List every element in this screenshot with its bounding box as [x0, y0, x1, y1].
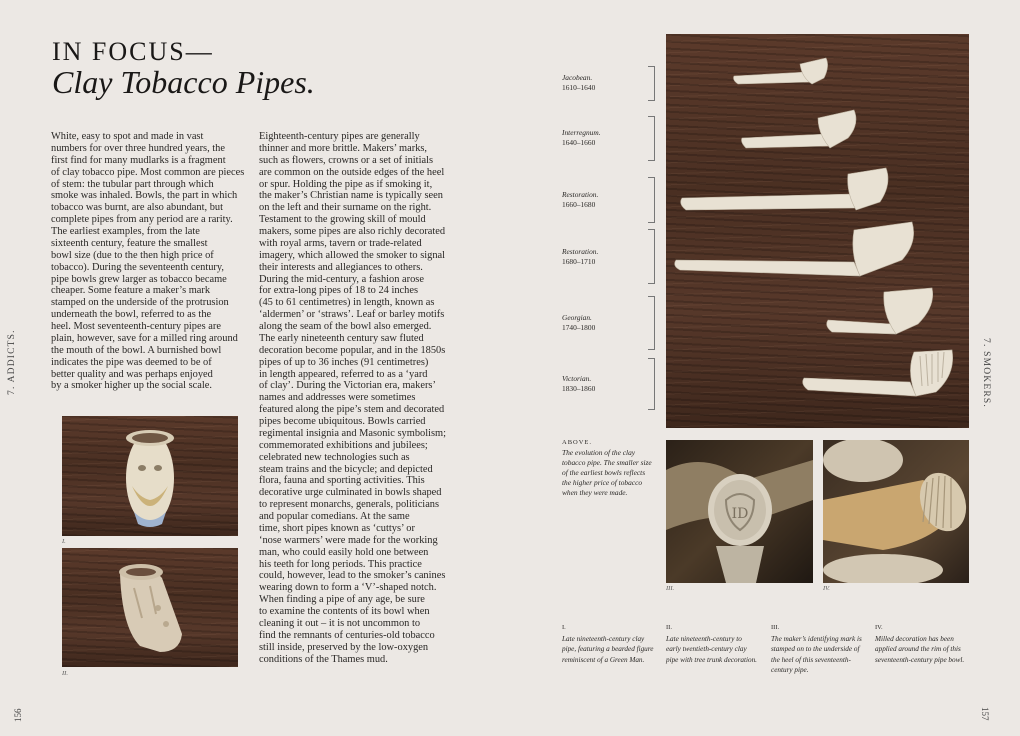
era-label-interregnum	[562, 128, 601, 148]
caption-number: I.	[562, 624, 566, 631]
body-text-line: makers, some pipes are also richly decorated	[259, 226, 446, 237]
body-text-line: plain, however, save for a milled ring around	[51, 332, 238, 344]
body-text-line: During the mid-century, a fashion arose	[259, 273, 424, 285]
body-text-line: The earliest examples, from the late	[51, 226, 200, 237]
era-bracket	[648, 296, 655, 350]
body-text-line: conditions of the Thames mud.	[259, 653, 388, 665]
era-years: 1640–1660	[562, 138, 596, 147]
body-text-line: imagery, which allowed the smoker to signal	[259, 249, 446, 261]
body-text-line: thinner and more brittle. Makers’ marks,	[259, 142, 428, 154]
body-text-line: still inside, preserved by the low-oxygen	[259, 641, 429, 653]
body-text-line: pipes of up to 36 inches (91 centimetres)	[259, 356, 429, 368]
body-text-line: or spur. Holding the pipe as if smoking it,	[259, 178, 433, 190]
caption-above-heading: ABOVE.	[562, 439, 593, 446]
body-text-line: ‘aldermen’ or ‘straws’. Leaf or barley motifs	[259, 309, 445, 321]
body-text-line: sixteenth century, feature the smallest	[51, 237, 208, 249]
body-text-line: are common on the outside edges of the heel	[259, 166, 445, 178]
chapter-side-label-right: 7. SMOKERS.	[981, 338, 991, 408]
body-text-line: When finding a pipe of any age, be sure	[259, 594, 425, 606]
milled-rim-illustration	[823, 440, 969, 583]
caption-number: II.	[666, 624, 672, 631]
era-bracket	[648, 229, 655, 284]
body-text-line: man, who could easily hold one between	[259, 546, 429, 558]
body-text-line: such as flowers, crowns or a set of initials	[259, 154, 434, 166]
section-kicker: IN FOCUS—	[52, 37, 214, 66]
era-label-restoration-2	[562, 247, 598, 267]
photo-green-man-pipe	[62, 416, 238, 536]
caption-iv	[875, 623, 967, 665]
body-text-line: better quality and was perhaps enjoyed	[51, 368, 213, 380]
era-label-jacobean	[562, 73, 595, 93]
body-text-line: Testament to the growing skill of mould	[259, 214, 426, 226]
photo-tree-trunk-pipe	[62, 548, 238, 667]
body-text-line: ‘nose warmers’ were made for the working	[259, 534, 438, 546]
body-text-line: cheaper. Some feature a maker’s mark	[51, 285, 211, 297]
photo-label-iii: III.	[666, 585, 675, 592]
photo-label-iv: IV.	[823, 585, 830, 592]
body-text-line: names and addresses were sometimes	[259, 392, 416, 404]
body-text-line: complete pipes from any period are a rarity.	[51, 214, 233, 226]
body-text-line: flora, fauna and sporting activities. This	[259, 475, 425, 487]
caption-above	[562, 438, 652, 497]
caption-number: III.	[771, 624, 780, 631]
era-bracket	[648, 177, 655, 223]
era-name: Georgian.	[562, 313, 592, 322]
era-name: Interregnum.	[562, 128, 601, 137]
era-bracket	[648, 358, 655, 410]
caption-text: Late nineteenth-century to early twentieth-century clay pipe with tree trunk decoration.	[666, 635, 757, 664]
body-text-line: his teeth for long periods. This practice	[259, 558, 422, 570]
body-text-line: in length appeared, referred to as a ‘yard	[259, 368, 428, 380]
body-text-line: decorative urge culminated in bowls shaped	[259, 487, 442, 499]
era-name: Jacobean.	[562, 73, 593, 82]
body-text-line: (45 to 61 centimetres) in length, known as	[259, 297, 435, 309]
page-number: 156	[13, 708, 23, 722]
body-text-line: could, however, lead to the smoker’s canines	[259, 570, 446, 582]
body-text-line: cleaning it out – it is not uncommon to	[259, 617, 421, 629]
era-name: Restoration.	[562, 247, 599, 256]
body-text-line: White, easy to spot and made in vast	[51, 131, 204, 142]
body-text-line: for extra-long pipes of 18 to 24 inches	[259, 285, 418, 297]
chapter-side-label: 7. ADDICTS.	[7, 329, 17, 395]
era-years: 1610–1640	[562, 83, 596, 92]
body-text-line: pipe bowls grew larger as tobacco became	[51, 273, 227, 285]
caption-above-text: The evolution of the clay tobacco pipe. The smaller size of the earliest bowls reflects the higher price of tobacco when they were made.	[562, 447, 652, 497]
era-bracket	[648, 66, 655, 101]
caption-ii	[666, 623, 758, 665]
photo-makers-mark	[666, 440, 813, 583]
body-text-line: to examine the contents of its bowl when	[259, 606, 430, 617]
page-number-right: 157	[980, 707, 990, 721]
photo-pipe-evolution	[666, 34, 969, 428]
body-text-line: and popular comedians. At the same	[259, 511, 410, 522]
body-text-line: the maker’s Christian name is typically seen	[259, 190, 443, 202]
body-text-line: pipes become ubiquitous. Bowls carried	[259, 416, 426, 427]
body-text-line: the mouth of the bowl. A burnished bowl	[51, 344, 222, 356]
tree-trunk-pipe-illustration	[62, 548, 238, 667]
body-text-line: smoke was inhaled. Bowls, the part in which	[51, 190, 238, 202]
caption-text: Late nineteenth-century clay pipe, featuring a bearded figure reminiscent of a Green Man.	[562, 635, 654, 664]
body-text-line: by a smoker higher up the social scale.	[51, 380, 213, 392]
body-text-line: indicates the pipe was deemed to be of	[51, 356, 212, 368]
body-text-line: of clay tobacco pipe. Most common are pieces	[51, 166, 245, 178]
body-text-line: bowl size (due to the then high price of	[51, 249, 214, 261]
body-text-line: stamped on the underside of the protrusion	[51, 297, 229, 309]
body-column-1	[51, 131, 249, 392]
body-text-line: The early nineteenth century saw fluted	[259, 332, 424, 344]
body-text-line: numbers for over three hundred years, the	[51, 142, 225, 154]
era-bracket	[648, 116, 655, 161]
body-text-line: Eighteenth-century pipes are generally	[259, 131, 420, 142]
caption-iii	[771, 623, 863, 675]
green-man-pipe-illustration	[62, 416, 238, 536]
era-label-restoration-1	[562, 190, 598, 210]
era-name: Restoration.	[562, 190, 599, 199]
body-text-line: tobacco). During the seventeenth century,	[51, 261, 225, 273]
body-text-line: celebrated new technologies such as	[259, 451, 410, 463]
era-years: 1680–1710	[562, 257, 596, 266]
caption-text: The maker’s identifying mark is stamped on to the underside of the heel of this seventeenth-century pipe.	[771, 635, 862, 674]
era-years: 1740–1800	[562, 323, 596, 332]
body-text-line: decoration become popular, and in the 1850s	[259, 344, 446, 356]
body-text-line: with royal arms, tavern or trade-related	[259, 237, 422, 249]
body-text-line: on the left and their surname on the right.	[259, 202, 432, 214]
body-text-line: along the seam of the bowl also emerged.	[259, 321, 432, 332]
body-text-line: commemorated exhibitions and jubilees;	[259, 439, 428, 451]
page-title: Clay Tobacco Pipes.	[52, 64, 315, 100]
body-text-line: regimental insignia and Masonic symbolism;	[259, 427, 447, 439]
makers-mark-illustration	[666, 440, 813, 583]
caption-i	[562, 623, 654, 665]
era-name: Victorian.	[562, 374, 592, 383]
era-years: 1830–1860	[562, 384, 596, 393]
body-text-line: underneath the bowl, referred to as the	[51, 309, 212, 321]
caption-number: IV.	[875, 624, 883, 631]
body-text-line: their interests and allegiances to others.	[259, 261, 423, 273]
era-label-georgian	[562, 313, 595, 333]
era-years: 1660–1680	[562, 200, 596, 209]
body-text-line: to represent monarchs, generals, politicians	[259, 499, 440, 511]
body-text-line: steam trains and the bicycle; and depicted	[259, 463, 433, 475]
body-text-line: first find for many mudlarks is a fragment	[51, 154, 226, 166]
pipe-evolution-illustration	[666, 34, 969, 428]
body-column-2	[259, 131, 459, 665]
photo-label-i: I.	[62, 538, 66, 545]
body-text-line: time, short pipes known as ‘cuttys’ or	[259, 522, 415, 534]
body-text-line: find the remnants of centuries-old tobacco	[259, 629, 435, 641]
photo-label-ii: II.	[62, 670, 68, 677]
era-label-victorian	[562, 374, 595, 394]
body-text-line: wearing down to form a ‘V’-shaped notch.	[259, 582, 437, 594]
stamp-initials: ID	[731, 506, 749, 522]
photo-milled-rim	[823, 440, 969, 583]
body-text-line: heel. Most seventeenth-century pipes are	[51, 321, 221, 332]
body-text-line: tobacco was burnt, are also abundant, but	[51, 202, 223, 214]
body-text-line: of clay’. During the Victorian era, makers’	[259, 380, 436, 392]
caption-text: Milled decoration has been applied around the rim of this seventeenth-century pipe bowl.	[875, 635, 965, 664]
body-text-line: featured along the pipe’s stem and decorated	[259, 404, 445, 416]
body-text-line: of stem: the tubular part through which	[51, 178, 214, 190]
